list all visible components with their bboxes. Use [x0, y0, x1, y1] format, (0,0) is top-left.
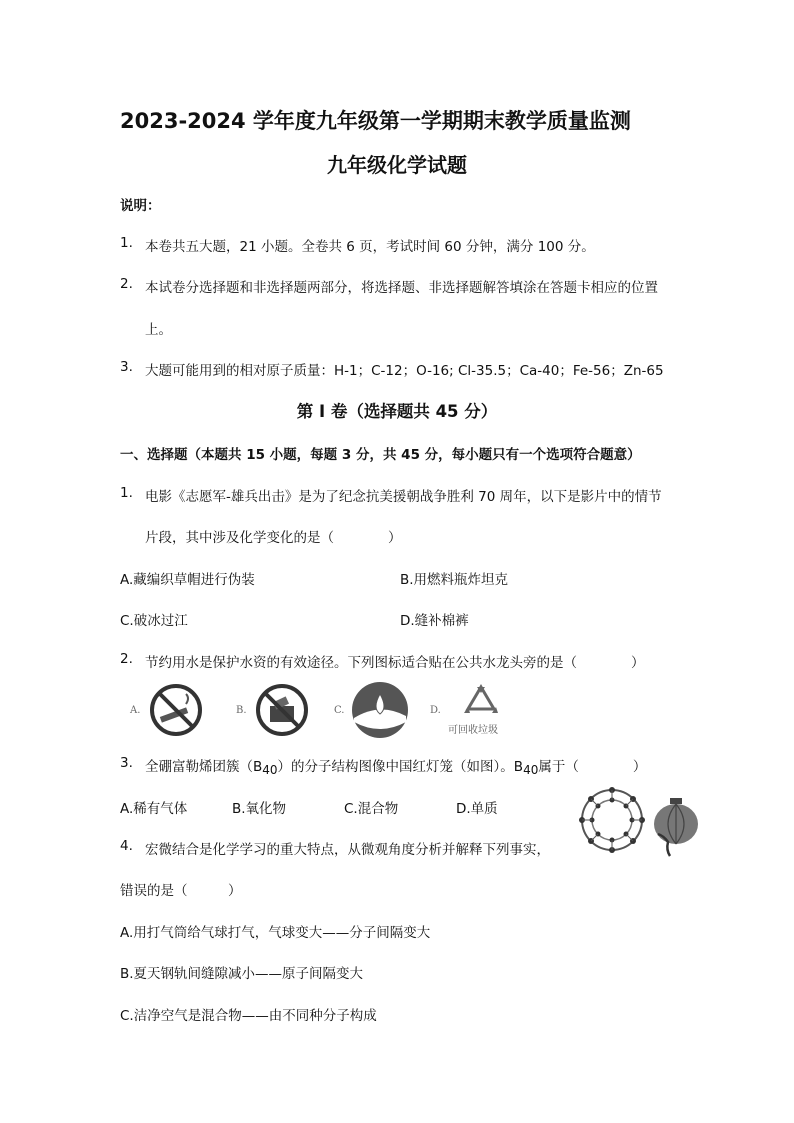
instruction-num-1: 1.	[120, 235, 133, 251]
part-title: 一、选择题（本题共 15 小题，每题 3 分，共 45 分，每小题只有一个选项符合题意）	[120, 447, 641, 463]
q4-stem-line2: 错误的是（ ）	[120, 883, 242, 899]
q3-subscript-1: 40	[262, 763, 278, 777]
q2-stem: 节约用水是保护水资的有效途径。下列图标适合贴在公共水龙头旁的是（ ）	[145, 655, 645, 671]
q2-option-a-label: A.	[130, 705, 141, 716]
q3-option-c: C.混合物	[344, 801, 399, 817]
q2-option-d-label: D.	[430, 705, 441, 716]
q3-option-d: D.单质	[456, 801, 498, 817]
instructions-label: 说明：	[120, 198, 161, 214]
q3-option-b: B.氧化物	[232, 801, 287, 817]
water-saving-icon	[350, 680, 410, 740]
recycle-icon	[456, 684, 506, 720]
q1-option-c: C.破冰过江	[120, 613, 188, 629]
instruction-num-3: 3.	[120, 359, 133, 375]
no-littering-icon	[254, 682, 310, 738]
q4-option-a: A.用打气筒给气球打气，气球变大——分子间隔变大	[120, 925, 431, 941]
borospherene-molecule-icon	[574, 782, 650, 858]
q2-option-b-label: B.	[236, 705, 247, 716]
q1-num: 1.	[120, 485, 133, 501]
q1-option-d: D.缝补棉裤	[400, 613, 469, 629]
q1-option-a: A.藏编织草帽进行伪装	[120, 572, 255, 588]
red-lantern-icon	[650, 796, 702, 858]
q3-num: 3.	[120, 755, 133, 771]
q1-option-b: B.用燃料瓶炸坦克	[400, 572, 509, 588]
exam-subtitle: 九年级化学试题	[327, 153, 467, 177]
instruction-text-2: 本试卷分选择题和非选择题两部分，将选择题、非选择题解答填涂在答题卡相应的位置	[145, 280, 658, 296]
q3-stem-part3: 属于（ ）	[538, 759, 647, 775]
q3-stem	[145, 755, 646, 777]
exam-title: 2023-2024 学年度九年级第一学期期末教学质量监测	[120, 109, 631, 133]
q4-option-b: B.夏天钢轨间缝隙减小——原子间隔变大	[120, 966, 364, 982]
recycle-icon-label: 可回收垃圾	[448, 725, 498, 736]
instruction-text-3: 大题可能用到的相对原子质量：H-1；C-12；O-16; Cl-35.5；Ca-40；Fe-56；Zn-65	[145, 363, 664, 379]
q4-num: 4.	[120, 838, 133, 854]
instruction-num-2: 2.	[120, 276, 133, 292]
q1-stem-line1: 电影《志愿军-雄兵出击》是为了纪念抗美援朝战争胜利 70 周年，以下是影片中的情节	[145, 489, 662, 505]
q3-subscript-2: 40	[523, 763, 539, 777]
section-title: 第 I 卷（选择题共 45 分）	[296, 402, 498, 421]
instruction-text-1: 本卷共五大题，21 小题。全卷共 6 页，考试时间 60 分钟，满分 100 分。	[145, 239, 595, 255]
q2-num: 2.	[120, 651, 133, 667]
q1-stem-line2: 片段，其中涉及化学变化的是（ ）	[145, 530, 402, 546]
q3-stem-part1: 全硼富勒烯团簇（B	[145, 759, 263, 775]
instruction-text-2-cont: 上。	[145, 322, 172, 338]
q3-stem-part2: ）的分子结构图像中国红灯笼（如图）。B	[277, 759, 524, 775]
no-smoking-icon	[148, 682, 204, 738]
q3-option-a: A.稀有气体	[120, 801, 188, 817]
q4-stem-line1: 宏微结合是化学学习的重大特点，从微观角度分析并解释下列事实，	[145, 842, 550, 858]
q4-option-c: C.洁净空气是混合物——由不同种分子构成	[120, 1008, 377, 1024]
q2-option-c-label: C.	[334, 705, 345, 716]
